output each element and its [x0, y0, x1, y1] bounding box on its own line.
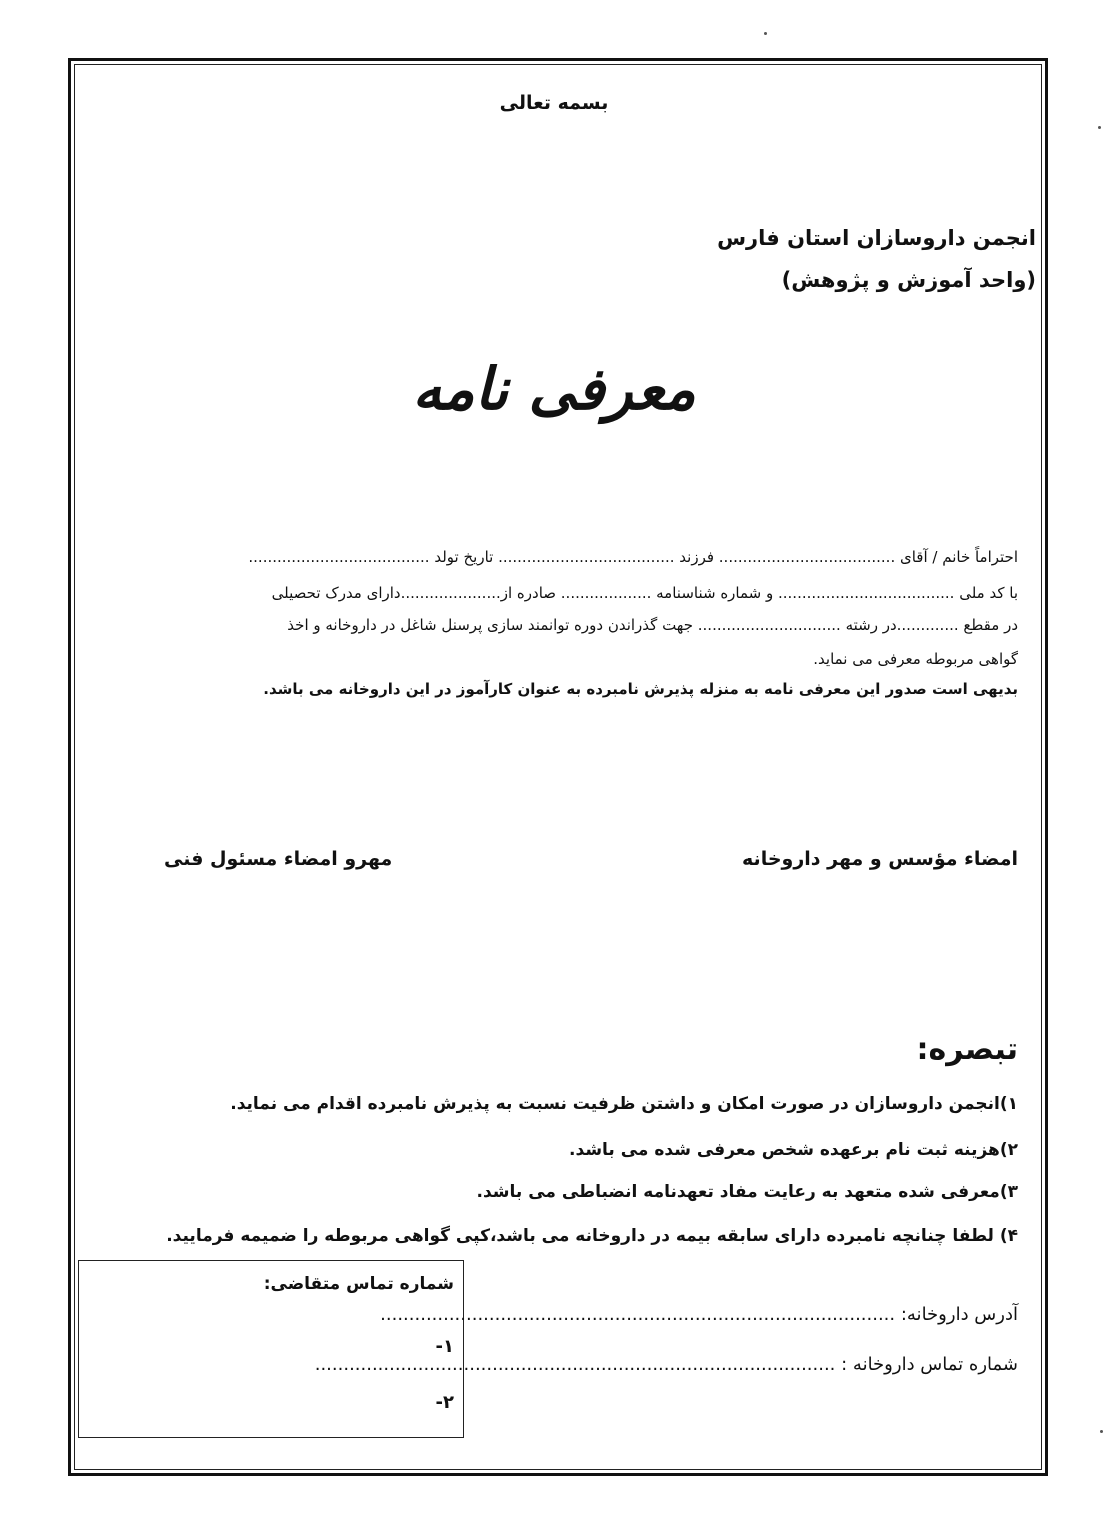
note-item: ۲)هزینه ثبت نام برعهده شخص معرفی شده می باشد. [569, 1140, 1018, 1160]
basmala-heading: بسمه تعالی [499, 92, 609, 114]
body-line-certificate: گواهی مربوطه معرفی می نماید. [813, 650, 1018, 668]
scan-speck [1098, 126, 1101, 129]
technical-manager-signature: مهرو امضاء مسئول فنی [164, 848, 393, 870]
founder-signature: امضاء مؤسس و مهر داروخانه [742, 848, 1018, 870]
body-line-disclaimer: بدیهی است صدور این معرفی نامه به منزله پذیرش نامبرده به عنوان کارآموز در این داروخانه می باشد. [263, 680, 1018, 698]
body-line-degree: در مقطع .............در رشته .............................. جهت گذراندن دوره توانمند سازی پرسنل شاغل در داروخانه و اخذ [287, 616, 1018, 634]
note-item: ۱)انجمن داروسازان در صورت امکان و داشتن ظرفیت نسبت به پذیرش نامبرده اقدام می نماید. [230, 1094, 1018, 1114]
scan-speck [1100, 1430, 1103, 1433]
organization-unit: (واحد آموزش و پژوهش) [781, 268, 1036, 292]
body-line-id: با کد ملی ..................................... و شماره شناسنامه ................... صادره از.....................دارای مدرک تحصیلی [271, 584, 1018, 602]
applicant-contact-line-2: ۲- [435, 1392, 454, 1413]
applicant-contact-title: شماره تماس متقاضی: [263, 1274, 454, 1294]
applicant-contact-line-1: ۱- [435, 1336, 454, 1357]
note-item: ۳)معرفی شده متعهد به رعایت مفاد تعهدنامه انضباطی می باشد. [476, 1182, 1018, 1202]
scan-speck [764, 32, 767, 35]
notes-title: تبصره: [916, 1032, 1018, 1067]
note-item: ۴) لطفا چنانچه نامبرده دارای سابقه بیمه در داروخانه می باشد،کپی گواهی مربوطه را ضمیمه فرمایید. [166, 1226, 1018, 1246]
pharmacy-address-field: آدرس داروخانه: .......................................................................................... [380, 1304, 1018, 1325]
organization-name: انجمن داروسازان استان فارس [717, 226, 1036, 250]
document-title: معرفی نامه [412, 355, 696, 423]
pharmacy-phone-field: شماره تماس داروخانه : ........................................................................................... [314, 1354, 1018, 1375]
body-line-name: احتراماً خانم / آقای ..................................... فرزند ..................................... تاریخ تولد ...................................... [248, 548, 1018, 566]
